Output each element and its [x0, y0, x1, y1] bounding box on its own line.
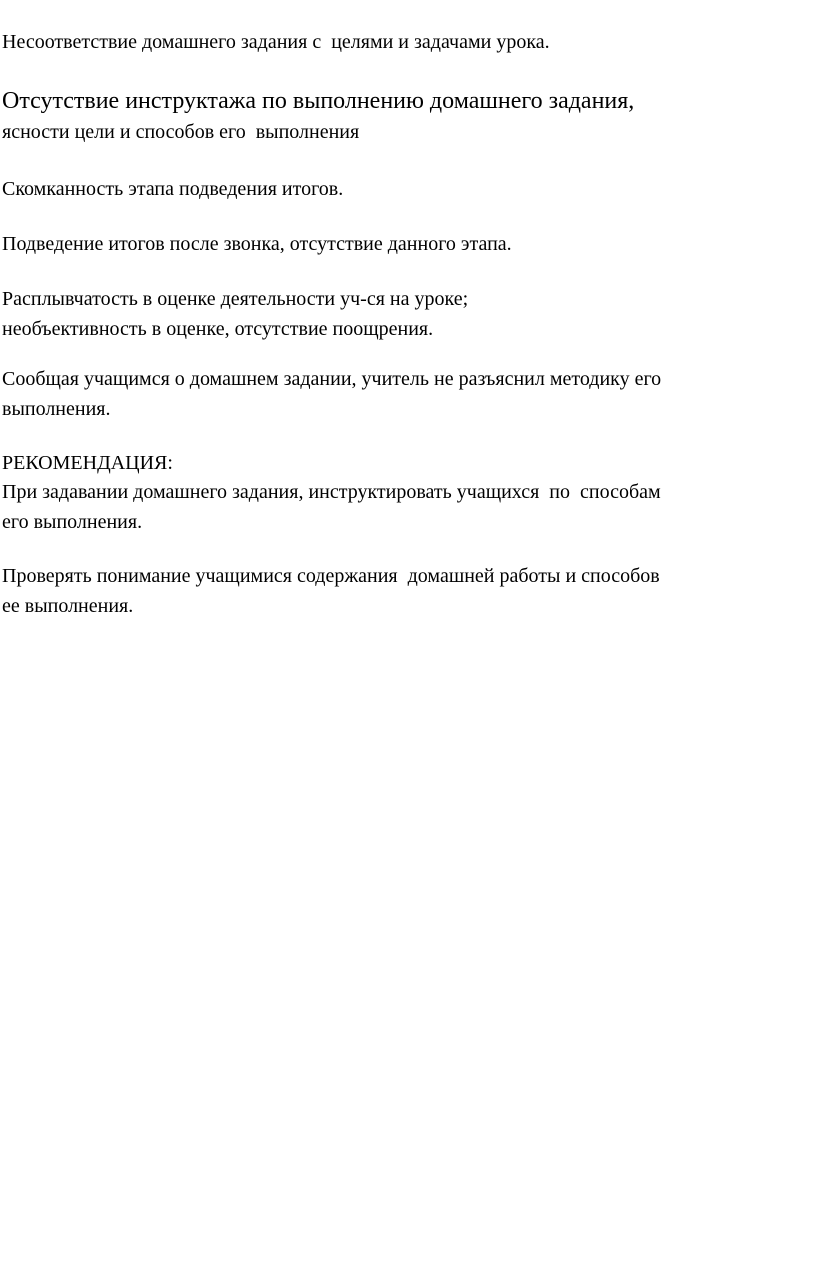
issue-no-homework-instruction-line-1: Отсутствие инструктажа по выполнению домашнего задания, [2, 88, 635, 114]
issue-rushed-summary-stage: Скомканность этапа подведения итогов. [2, 178, 344, 200]
issue-method-not-explained-line-1: Сообщая учащимся о домашнем задании, учитель не разъяснил методику его [2, 368, 662, 390]
issue-vague-assessment-line-1: Расплывчатость в оценке деятельности уч-ся на уроке; [2, 288, 469, 310]
recommendation-instruct-line-1: При задавании домашнего задания, инструктировать учащихся по способам [2, 481, 661, 503]
recommendation-check-understanding-line-2: ее выполнения. [2, 595, 134, 617]
recommendation-check-understanding-line-1: Проверять понимание учащимися содержания домашней работы и способов [2, 565, 660, 587]
issue-summary-after-bell: Подведение итогов после звонка, отсутствие данного этапа. [2, 233, 512, 255]
issue-no-homework-instruction-line-2: ясности цели и способов его выполнения [2, 121, 360, 143]
recommendation-heading: РЕКОМЕНДАЦИЯ: [2, 452, 173, 474]
recommendation-instruct-line-2: его выполнения. [2, 511, 143, 533]
issue-homework-goals-mismatch: Несоответствие домашнего задания с целями и задачами урока. [2, 31, 550, 53]
issue-method-not-explained-line-2: выполнения. [2, 398, 111, 420]
issue-vague-assessment-line-2: необъективность в оценке, отсутствие поощрения. [2, 318, 434, 340]
